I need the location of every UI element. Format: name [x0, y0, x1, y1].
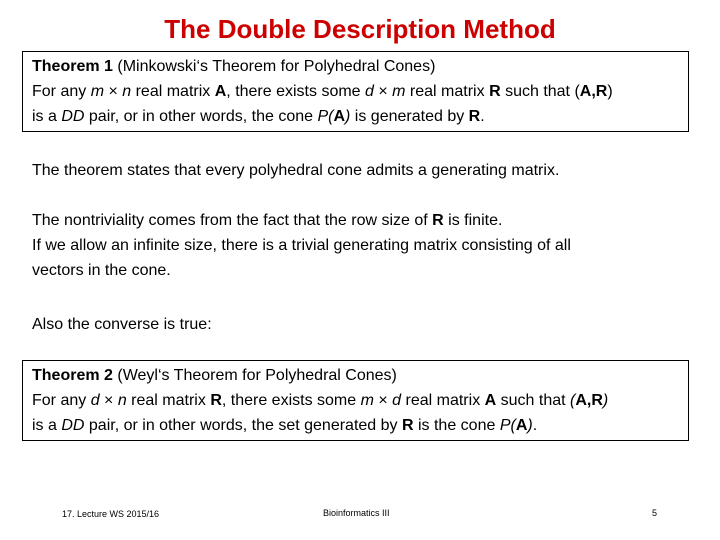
- footer-course: Bioinformatics III: [323, 508, 390, 518]
- paragraph-nontriviality: [32, 208, 571, 283]
- slide-title: The Double Description Method: [164, 14, 556, 44]
- footer-lecture: 17. Lecture WS 2015/16: [62, 509, 160, 519]
- nontriviality-line-3: vectors in the cone.: [32, 262, 171, 279]
- theorem-1-box: [22, 51, 689, 132]
- theorem-1-line-3: is a DD pair, or in other words, the cone P(A) is generated by R.: [32, 108, 485, 125]
- theorem-1-heading: Theorem 1 (Minkowski‘s Theorem for Polyhedral Cones): [32, 58, 436, 75]
- paragraph-converse: Also the converse is true:: [32, 316, 212, 333]
- theorem-2-line-2: For any d × n real matrix R, there exists some m × d real matrix A such that (A,R): [32, 392, 609, 409]
- paragraph-generating-matrix: The theorem states that every polyhedral cone admits a generating matrix.: [32, 162, 560, 179]
- theorem-2-box: [22, 360, 689, 441]
- theorem-1-line-2: For any m × n real matrix A, there exists some d × m real matrix R such that (A,R): [32, 83, 613, 100]
- theorem-1-label: Theorem 1: [32, 58, 113, 75]
- theorem-2-line-3: is a DD pair, or in other words, the set generated by R is the cone P(A).: [32, 417, 538, 434]
- theorem-2-heading: Theorem 2 (Weyl‘s Theorem for Polyhedral Cones): [32, 367, 397, 384]
- nontriviality-line-2: If we allow an infinite size, there is a trivial generating matrix consisting of all: [32, 237, 571, 254]
- page-number: 5: [652, 508, 658, 518]
- nontriviality-line-1: The nontriviality comes from the fact that the row size of R is finite.: [32, 212, 503, 229]
- theorem-2-label: Theorem 2: [32, 367, 113, 384]
